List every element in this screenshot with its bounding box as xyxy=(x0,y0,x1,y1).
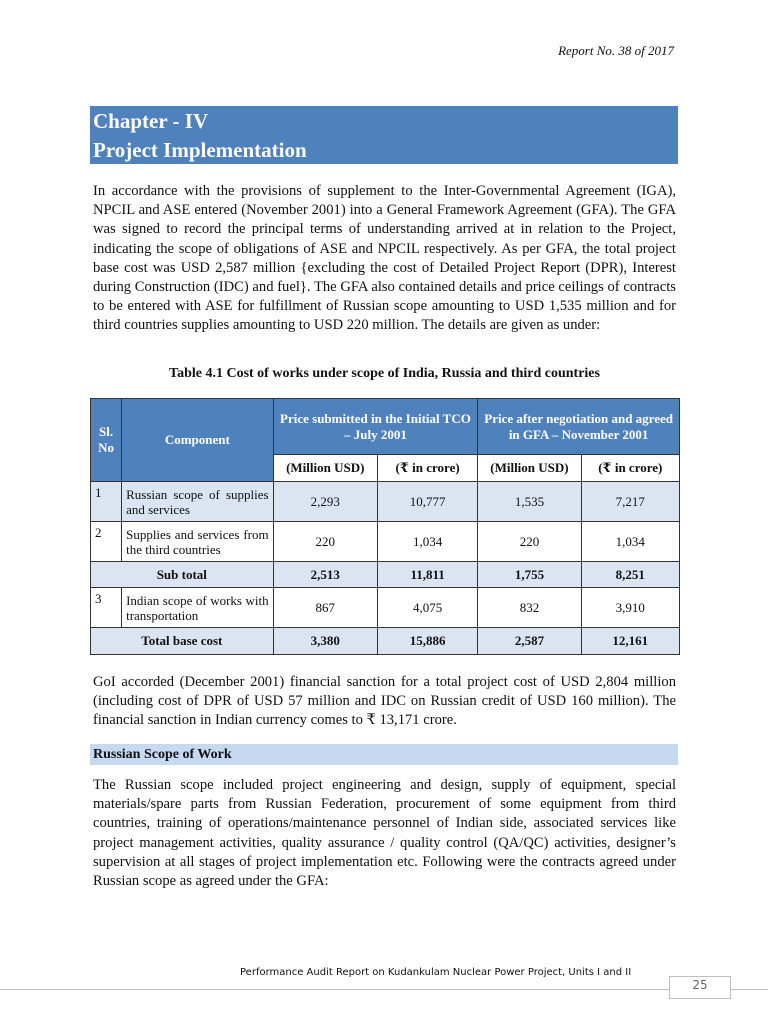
row-value: 8,251 xyxy=(581,562,679,588)
row-value: 867 xyxy=(273,588,377,628)
sanction-paragraph: GoI accorded (December 2001) financial sanction for a total project cost of USD 2,804 million (including cost of DPR of USD 57 million and IDC on Russian credit of USD 160 million). The financial sanction in Indian currency comes to ₹ 13,171 crore. xyxy=(93,674,676,729)
header-gfa-price: Price after negotiation and agreed in GFA – November 2001 xyxy=(478,399,680,455)
row-value: 1,755 xyxy=(478,562,581,588)
chapter-heading xyxy=(90,106,678,164)
row-value: 7,217 xyxy=(581,482,679,522)
russian-scope-paragraph: The Russian scope included project engineering and design, supply of equipment, special materials/spare parts from Russian Federation, procurement of some equipment from third countries, training of operations/maintenance personnel of Indian side, associated services like project management activities, quality assurance / quality control (QA/QC) activities, designer’s supervision at all stages of project implementation etc. Following were the contracts agreed under Russian scope as agreed under the GFA: xyxy=(93,777,676,890)
chapter-number: Chapter - IV xyxy=(93,109,209,133)
subtotal-row xyxy=(91,562,680,588)
row-value: 2,513 xyxy=(273,562,377,588)
row-value: 220 xyxy=(273,522,377,562)
row-value: 2,587 xyxy=(478,628,581,655)
row-value: 1,034 xyxy=(377,522,477,562)
header-crore-1: (₹ in crore) xyxy=(377,455,477,482)
row-value: 1,034 xyxy=(581,522,679,562)
header-crore-2: (₹ in crore) xyxy=(581,455,679,482)
row-value: 11,811 xyxy=(377,562,477,588)
intro-paragraph: In accordance with the provisions of supplement to the Inter-Governmental Agreement (IGA), NPCIL and ASE entered (November 2001) into a General Framework Agreement (GFA). The GFA was signed to record the principal terms of understanding arrived at in relation to the Project, indicating the scope of obligations of ASE and NPCIL respectively. As per GFA, the total project base cost was USD 2,587 million {excluding the cost of Detailed Project Report (DPR), Interest during Construction (IDC) and fuel}. The GFA also contained details and price ceilings of contracts to be entered with ASE for fulfillment of Russian scope amounting to USD 1,535 million and for third countries supplies amounting to USD 220 million. The details are given as under: xyxy=(93,183,676,334)
row-component: Supplies and services from the third countries xyxy=(122,522,274,562)
total-row xyxy=(91,628,680,655)
header-million-usd-1: (Million USD) xyxy=(273,455,377,482)
table-row xyxy=(91,588,680,628)
page-number: 25 xyxy=(692,978,708,992)
row-value: 220 xyxy=(478,522,581,562)
footer-title: Performance Audit Report on Kudankulam Nuclear Power Project, Units I and II xyxy=(240,967,632,978)
section-heading: Russian Scope of Work xyxy=(90,744,678,765)
header-initial-tco: Price submitted in the Initial TCO – July 2001 xyxy=(273,399,478,455)
row-sl: 3 xyxy=(91,588,122,628)
table-row xyxy=(91,482,680,522)
page-number-box-top xyxy=(669,976,731,977)
subtotal-label: Sub total xyxy=(91,562,274,588)
row-component: Indian scope of works with transportation xyxy=(122,588,274,628)
row-value: 10,777 xyxy=(377,482,477,522)
footer-divider xyxy=(0,989,768,990)
header-sl-no: Sl. No xyxy=(91,399,122,482)
row-sl: 1 xyxy=(91,482,122,522)
total-label: Total base cost xyxy=(91,628,274,655)
chapter-title: Project Implementation xyxy=(93,138,307,162)
row-value: 2,293 xyxy=(273,482,377,522)
cost-table xyxy=(90,398,680,655)
row-value: 1,535 xyxy=(478,482,581,522)
row-value: 15,886 xyxy=(377,628,477,655)
header-million-usd-2: (Million USD) xyxy=(478,455,581,482)
row-sl: 2 xyxy=(91,522,122,562)
report-number: Report No. 38 of 2017 xyxy=(558,43,674,58)
header-component: Component xyxy=(122,399,274,482)
table-row xyxy=(91,522,680,562)
row-value: 832 xyxy=(478,588,581,628)
table-caption: Table 4.1 Cost of works under scope of India, Russia and third countries xyxy=(169,366,600,381)
row-value: 3,380 xyxy=(273,628,377,655)
row-value: 12,161 xyxy=(581,628,679,655)
row-component: Russian scope of supplies and services xyxy=(122,482,274,522)
row-value: 3,910 xyxy=(581,588,679,628)
row-value: 4,075 xyxy=(377,588,477,628)
